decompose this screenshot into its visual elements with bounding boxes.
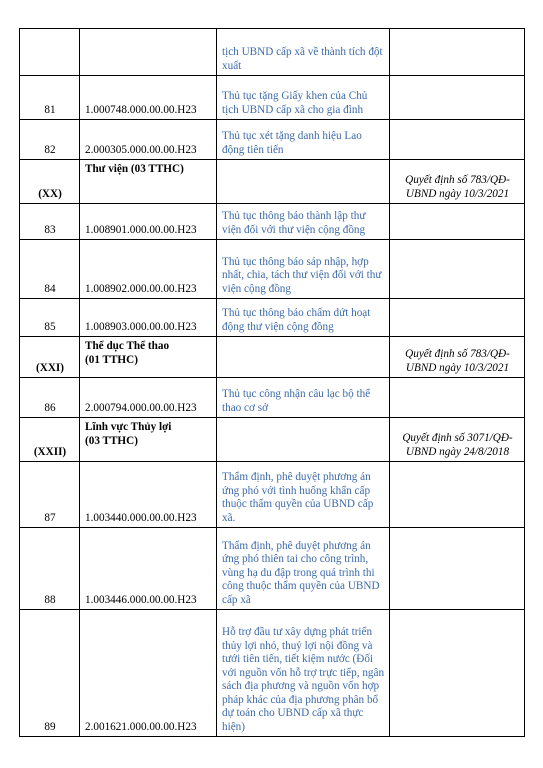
table-row [20, 610, 525, 737]
section-number: (XX) [20, 160, 80, 204]
procedure-name: Thủ tục xét tặng danh hiệu Lao động tiên tiến [217, 120, 390, 160]
section-title-line: Lĩnh vực Thủy lợi [85, 421, 172, 433]
procedure-name: Thủ tục thông báo thành lập thư viện đối với thư viện cộng đồng [217, 204, 390, 240]
procedure-name: Thủ tục công nhận câu lạc bộ thể thao cơ sở [217, 378, 390, 418]
procedure-code: 1.008901.000.00.00.H23 [80, 204, 217, 240]
row-number: 87 [20, 462, 80, 528]
decision-reference: Quyết định số 783/QĐ-UBND ngày 10/3/2021 [390, 160, 525, 204]
row-number: 85 [20, 299, 80, 337]
row-number: 88 [20, 528, 80, 610]
table-row [20, 120, 525, 160]
row-number [20, 29, 80, 76]
section-title-line: Thư viện (03 TTHC) [85, 163, 184, 175]
procedure-name: Thủ tục tặng Giấy khen của Chủ tịch UBND cấp xã cho gia đình [217, 76, 390, 120]
section-row [20, 337, 525, 378]
section-title-line: Thể dục Thể thao [85, 340, 170, 352]
row-number: 81 [20, 76, 80, 120]
procedure-name [217, 160, 390, 204]
section-number: (XXI) [20, 337, 80, 378]
row-number: 86 [20, 378, 80, 418]
table-row [20, 204, 525, 240]
section-row [20, 160, 525, 204]
procedure-code: 1.003446.000.00.00.H23 [80, 528, 217, 610]
decision-reference [390, 462, 525, 528]
decision-reference [390, 610, 525, 737]
procedure-name: tịch UBND cấp xã về thành tích đột xuất [217, 29, 390, 76]
decision-reference [390, 299, 525, 337]
procedure-name: Thẩm định, phê duyệt phương án ứng phó thiên tai cho công trình, vùng hạ du đập trong quá trình thi công thuộc thẩm quyền của UBND cấp xã [217, 528, 390, 610]
procedures-table-body [20, 29, 525, 737]
procedure-name: Hỗ trợ đầu tư xây dựng phát triển thủy lợi nhỏ, thuỷ lợi nội đồng và tưới tiên tiến, tiết kiệm nước (Đối với nguồn vốn hỗ trợ trực tiếp, ngân sách địa phương và nguồn vốn hợp pháp khác của địa phương phân bổ dự toán cho UBND cấp xã thực hiện) [217, 610, 390, 737]
procedure-code [80, 29, 217, 76]
decision-reference [390, 204, 525, 240]
procedure-code: 2.000794.000.00.00.H23 [80, 378, 217, 418]
table-row [20, 76, 525, 120]
table-row [20, 299, 525, 337]
section-row [20, 418, 525, 462]
procedure-name: Thủ tục thông báo sáp nhập, hợp nhất, chia, tách thư viện đối với thư viện cộng đồng [217, 240, 390, 299]
table-row [20, 462, 525, 528]
procedure-name: Thủ tục thông báo chấm dứt hoạt động thư viện cộng đồng [217, 299, 390, 337]
procedure-code: 2.001621.000.00.00.H23 [80, 610, 217, 737]
section-title [80, 160, 217, 204]
procedure-code: 1.008902.000.00.00.H23 [80, 240, 217, 299]
section-title [80, 418, 217, 462]
procedure-code: 1.000748.000.00.00.H23 [80, 76, 217, 120]
decision-reference [390, 29, 525, 76]
procedure-code: 2.000305.000.00.00.H23 [80, 120, 217, 160]
row-number: 83 [20, 204, 80, 240]
decision-reference [390, 120, 525, 160]
procedure-name: Thẩm định, phê duyệt phương án ứng phó với tình huống khẩn cấp thuộc thẩm quyền của UBND cấp xã. [217, 462, 390, 528]
table-row [20, 378, 525, 418]
decision-reference: Quyết định số 3071/QĐ-UBND ngày 24/8/2018 [390, 418, 525, 462]
row-number: 89 [20, 610, 80, 737]
decision-reference [390, 528, 525, 610]
table-row [20, 528, 525, 610]
section-count: (03 TTHC) [85, 434, 138, 447]
procedure-code: 1.008903.000.00.00.H23 [80, 299, 217, 337]
table-row [20, 29, 525, 76]
procedure-name [217, 418, 390, 462]
section-title [80, 337, 217, 378]
decision-reference: Quyết định số 783/QĐ-UBND ngày 10/3/2021 [390, 337, 525, 378]
decision-reference [390, 76, 525, 120]
section-count: (01 TTHC) [85, 353, 138, 366]
section-number: (XXII) [20, 418, 80, 462]
decision-reference [390, 240, 525, 299]
row-number: 84 [20, 240, 80, 299]
procedure-code: 1.003440.000.00.00.H23 [80, 462, 217, 528]
procedure-name [217, 337, 390, 378]
table-row [20, 240, 525, 299]
decision-reference [390, 378, 525, 418]
row-number: 82 [20, 120, 80, 160]
procedures-table [19, 28, 525, 737]
